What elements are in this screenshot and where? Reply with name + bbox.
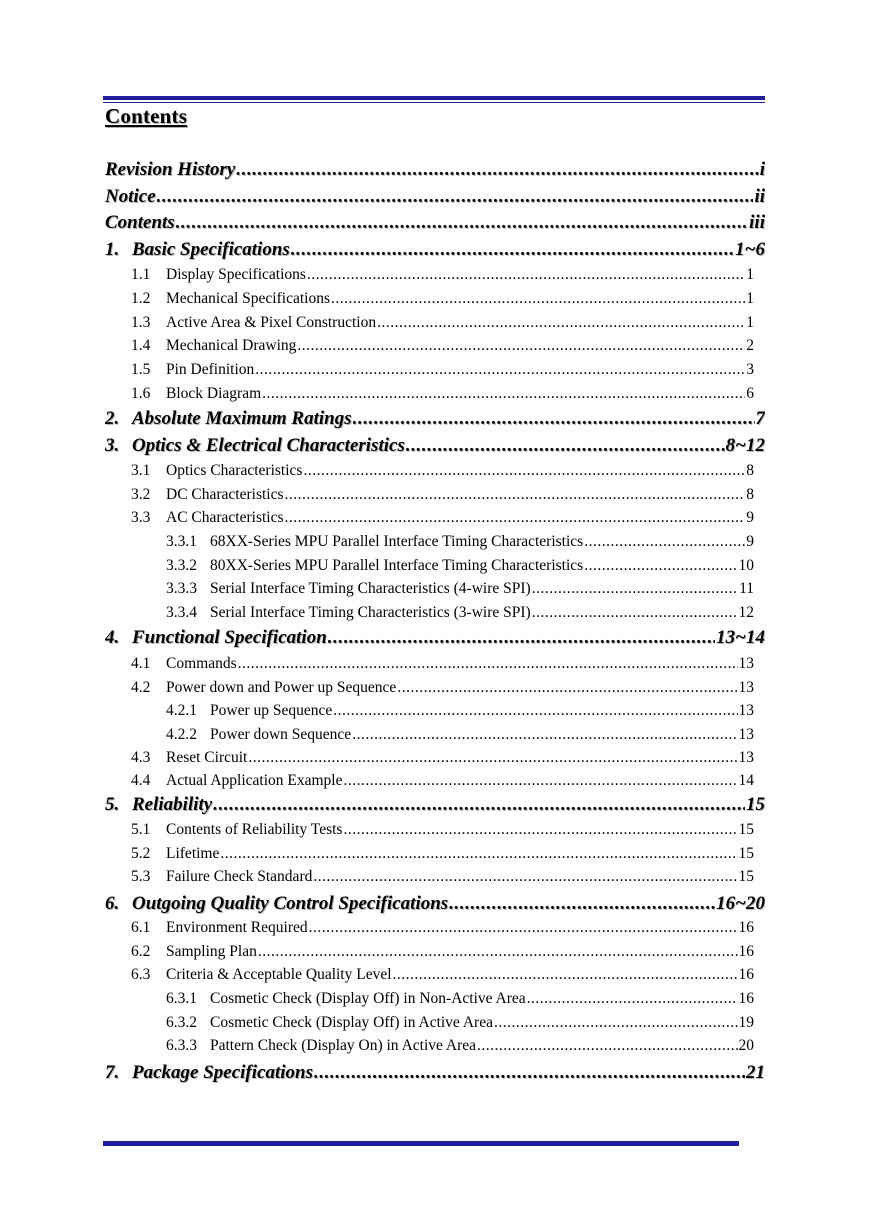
toc-entry-number: 5.1 <box>131 821 151 839</box>
dot-leader <box>449 893 715 915</box>
toc-entry[interactable] <box>131 919 754 937</box>
dot-leader <box>532 580 738 598</box>
toc-entry-page: 16 <box>738 919 754 937</box>
dot-leader <box>285 509 746 527</box>
dot-leader <box>291 239 734 261</box>
dot-leader <box>343 821 737 839</box>
dot-leader <box>328 627 715 649</box>
toc-entry-label: Lifetime <box>166 845 220 863</box>
toc-entry[interactable] <box>131 845 754 863</box>
toc-entry-number: 3.3 <box>131 509 151 527</box>
toc-entry-label: Display Specifications <box>166 266 306 284</box>
toc-entry-number: 6.2 <box>131 943 151 961</box>
toc-entry-label: Environment Required <box>166 919 308 937</box>
footer-rule <box>103 1141 739 1146</box>
toc-entry-page: 9 <box>746 509 754 527</box>
toc-entry[interactable] <box>105 212 765 234</box>
toc-entry[interactable] <box>131 314 754 332</box>
toc-entry-label: Revision History <box>105 159 236 181</box>
toc-entry-number: 7. <box>105 1062 120 1084</box>
toc-entry-number: 3.2 <box>131 486 151 504</box>
toc-entry-number: 3. <box>105 435 120 457</box>
dot-leader <box>258 943 738 961</box>
toc-entry-page: 13 <box>738 726 754 744</box>
dot-leader <box>333 702 737 720</box>
toc-entry[interactable] <box>105 1062 765 1084</box>
toc-entry-page: 11 <box>739 580 754 598</box>
toc-entry-page: 1 <box>746 290 754 308</box>
toc-entry-page: 10 <box>738 557 754 575</box>
toc-entry-page: 14 <box>738 772 754 790</box>
toc-entry-page: 8 <box>746 462 754 480</box>
toc-entry[interactable] <box>105 435 765 457</box>
toc-entry-page: 16 <box>738 990 754 1008</box>
toc-entry-page: 16 <box>738 943 754 961</box>
toc-entry-number: 5. <box>105 794 120 816</box>
toc-entry-page: ii <box>754 186 765 208</box>
page-title: Contents <box>105 104 188 128</box>
toc-entry[interactable] <box>131 266 754 284</box>
toc-entry-label: DC Characteristics <box>166 486 284 504</box>
toc-entry-page: 15 <box>746 794 765 816</box>
dot-leader <box>377 314 745 332</box>
toc-entry[interactable] <box>131 486 754 504</box>
dot-leader <box>213 794 745 816</box>
toc-entry-label: Notice <box>105 186 156 208</box>
toc-entry-label: Pattern Check (Display On) in Active Area <box>210 1037 477 1055</box>
toc-entry-page: 13 <box>738 679 754 697</box>
toc-entry-label: Commands <box>166 655 237 673</box>
toc-entry-label: Cosmetic Check (Display Off) in Active Area <box>210 1014 493 1032</box>
toc-entry-number: 6.3.2 <box>166 1014 197 1032</box>
dot-leader <box>353 408 755 430</box>
toc-entry-page: 12 <box>738 604 754 622</box>
header-rule <box>103 96 765 103</box>
toc-entry-page: 15 <box>738 821 754 839</box>
toc-entry-number: 2. <box>105 408 120 430</box>
toc-entry-label: Sampling Plan <box>166 943 257 961</box>
toc-entry[interactable] <box>105 186 765 208</box>
toc-entry[interactable] <box>166 990 754 1008</box>
toc-entry-number: 4.2.1 <box>166 702 197 720</box>
toc-entry-page: 16 <box>738 966 754 984</box>
dot-leader <box>255 361 745 379</box>
toc-entry-number: 4.3 <box>131 749 151 767</box>
toc-entry-label: Power up Sequence <box>210 702 333 720</box>
toc-entry-label: Failure Check Standard <box>166 868 313 886</box>
toc-entry-label: Mechanical Drawing <box>166 337 297 355</box>
dot-leader <box>238 655 738 673</box>
toc-entry[interactable] <box>105 239 765 261</box>
toc-entry-number: 1.1 <box>131 266 151 284</box>
toc-entry-page: 13 <box>738 702 754 720</box>
toc-entry-label: Cosmetic Check (Display Off) in Non-Active Area <box>210 990 526 1008</box>
toc-entry-number: 4.1 <box>131 655 151 673</box>
toc-entry-label: Serial Interface Timing Characteristics (3-wire SPI) <box>210 604 531 622</box>
dot-leader <box>220 845 737 863</box>
toc-entry-number: 1.6 <box>131 385 151 403</box>
toc-entry-page: 9 <box>746 533 754 551</box>
toc-entry-label: Package Specifications <box>132 1062 313 1084</box>
dot-leader <box>248 749 737 767</box>
toc-entry-label: Absolute Maximum Ratings <box>132 408 352 430</box>
toc-entry-page: 1~6 <box>735 239 765 261</box>
toc-entry-label: 68XX-Series MPU Parallel Interface Timing Characteristics <box>210 533 584 551</box>
toc-entry-number: 5.3 <box>131 868 151 886</box>
toc-entry-number: 4.2 <box>131 679 151 697</box>
dot-leader <box>352 726 737 744</box>
toc-entry[interactable] <box>166 533 754 551</box>
toc-entry-label: Outgoing Quality Control Specifications <box>132 893 449 915</box>
toc-entry[interactable] <box>131 749 754 767</box>
toc-entry[interactable] <box>131 821 754 839</box>
dot-leader <box>532 604 738 622</box>
toc-entry-number: 6.1 <box>131 919 151 937</box>
toc-entry-label: Basic Specifications <box>132 239 290 261</box>
toc-entry-page: 13 <box>738 655 754 673</box>
toc-entry-page: 8~12 <box>725 435 765 457</box>
toc-entry[interactable] <box>166 1014 754 1032</box>
toc-entry-page: 15 <box>738 845 754 863</box>
toc-entry-label: Pin Definition <box>166 361 255 379</box>
dot-leader <box>331 290 745 308</box>
toc-entry[interactable] <box>131 385 754 403</box>
toc-entry[interactable] <box>166 726 754 744</box>
toc-entry-number: 1.2 <box>131 290 151 308</box>
toc-entry-number: 4. <box>105 627 120 649</box>
toc-entry[interactable] <box>131 966 754 984</box>
toc-entry-number: 1. <box>105 239 120 261</box>
dot-leader <box>262 385 745 403</box>
toc-entry-label: 80XX-Series MPU Parallel Interface Timing Characteristics <box>210 557 584 575</box>
toc-entry-label: Mechanical Specifications <box>166 290 330 308</box>
toc-entry-label: Reliability <box>132 794 213 816</box>
dot-leader <box>393 966 738 984</box>
toc-entry-number: 3.3.2 <box>166 557 197 575</box>
toc-entry[interactable] <box>131 290 754 308</box>
toc-entry[interactable] <box>166 702 754 720</box>
dot-leader <box>527 990 738 1008</box>
toc-entry-page: 20 <box>738 1037 754 1055</box>
toc-entry-page: 16~20 <box>716 893 765 915</box>
toc-entry-number: 6.3.1 <box>166 990 197 1008</box>
toc-entry-page: 7 <box>755 408 765 430</box>
toc-entry-label: Reset Circuit <box>166 749 248 767</box>
toc-entry[interactable] <box>131 509 754 527</box>
dot-leader <box>494 1014 738 1032</box>
toc-entry-number: 3.1 <box>131 462 151 480</box>
toc-entry-label: Contents <box>105 212 175 234</box>
toc-entry-number: 6. <box>105 893 120 915</box>
toc-entry-page: 13 <box>738 749 754 767</box>
toc-entry[interactable] <box>105 408 765 430</box>
toc-entry-page: 3 <box>746 361 754 379</box>
toc-entry-page: 21 <box>746 1062 765 1084</box>
toc-entry-number: 5.2 <box>131 845 151 863</box>
toc-entry[interactable] <box>105 893 765 915</box>
toc-entry-number: 1.4 <box>131 337 151 355</box>
toc-entry[interactable] <box>131 337 754 355</box>
toc-entry[interactable] <box>131 462 754 480</box>
toc-entry-page: 19 <box>738 1014 754 1032</box>
toc-entry-label: Actual Application Example <box>166 772 343 790</box>
dot-leader <box>343 772 737 790</box>
toc-entry-number: 1.3 <box>131 314 151 332</box>
toc-entry[interactable] <box>166 1037 754 1055</box>
toc-entry-number: 3.3.4 <box>166 604 197 622</box>
toc-entry[interactable] <box>131 679 754 697</box>
toc-entry[interactable] <box>131 772 754 790</box>
dot-leader <box>406 435 725 457</box>
dot-leader <box>309 919 738 937</box>
toc-entry-label: Optics & Electrical Characteristics <box>132 435 405 457</box>
toc-entry-label: Optics Characteristics <box>166 462 303 480</box>
toc-entry-page: iii <box>749 212 765 234</box>
dot-leader <box>314 1062 745 1084</box>
toc-entry[interactable] <box>131 868 754 886</box>
toc-entry-number: 3.3.3 <box>166 580 197 598</box>
dot-leader <box>297 337 745 355</box>
toc-entry-label: Active Area & Pixel Construction <box>166 314 377 332</box>
dot-leader <box>176 212 748 234</box>
toc-entry-page: 15 <box>738 868 754 886</box>
toc-entry-label: Functional Specification <box>132 627 327 649</box>
toc-entry-number: 6.3.3 <box>166 1037 197 1055</box>
dot-leader <box>477 1037 737 1055</box>
dot-leader <box>584 557 737 575</box>
dot-leader <box>236 159 758 181</box>
toc-entry[interactable] <box>105 627 765 649</box>
dot-leader <box>584 533 745 551</box>
dot-leader <box>285 486 746 504</box>
toc-entry[interactable] <box>105 794 765 816</box>
toc-entry[interactable] <box>166 580 754 598</box>
toc-entry-label: Power down Sequence <box>210 726 352 744</box>
toc-entry-label: Block Diagram <box>166 385 262 403</box>
toc-entry-page: 13~14 <box>716 627 765 649</box>
toc-entry-page: 6 <box>746 385 754 403</box>
toc-entry-label: AC Characteristics <box>166 509 284 527</box>
toc-entry[interactable] <box>131 655 754 673</box>
toc-entry-page: 1 <box>746 314 754 332</box>
dot-leader <box>313 868 737 886</box>
toc-entry-page: 2 <box>746 337 754 355</box>
toc-entry[interactable] <box>131 361 754 379</box>
toc-entry-page: 8 <box>746 486 754 504</box>
toc-entry-number: 4.4 <box>131 772 151 790</box>
dot-leader <box>157 186 754 208</box>
dot-leader <box>307 266 745 284</box>
toc-entry-number: 3.3.1 <box>166 533 197 551</box>
toc-entry-label: Criteria & Acceptable Quality Level <box>166 966 392 984</box>
toc-entry-number: 1.5 <box>131 361 151 379</box>
toc-entry[interactable] <box>166 604 754 622</box>
toc-entry-page: 1 <box>746 266 754 284</box>
toc-entry-label: Power down and Power up Sequence <box>166 679 397 697</box>
toc-entry-page: i <box>759 159 765 181</box>
toc-entry-label: Contents of Reliability Tests <box>166 821 343 839</box>
toc-entry-number: 4.2.2 <box>166 726 197 744</box>
toc-entry[interactable] <box>105 159 765 181</box>
toc-entry[interactable] <box>166 557 754 575</box>
dot-leader <box>303 462 745 480</box>
dot-leader <box>397 679 737 697</box>
toc-entry-label: Serial Interface Timing Characteristics (4-wire SPI) <box>210 580 531 598</box>
toc-entry-number: 6.3 <box>131 966 151 984</box>
toc-entry[interactable] <box>131 943 754 961</box>
